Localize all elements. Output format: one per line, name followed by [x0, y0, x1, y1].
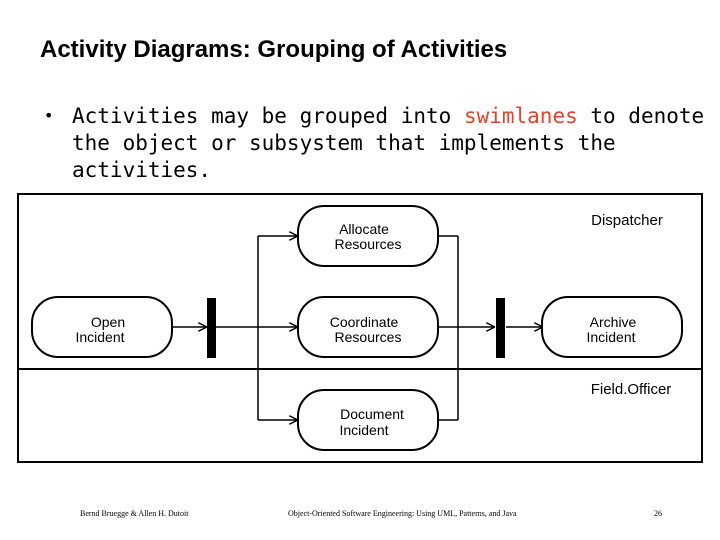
allocate-resources-label-2: Resources	[334, 236, 402, 252]
footer-authors: Bernd Bruegge & Allen H. Dutoit	[80, 509, 189, 518]
document-incident-label-1: Document	[340, 406, 404, 422]
open-incident-label-2: Incident	[75, 329, 125, 345]
bullet-text-start: Activities may be grouped into	[72, 104, 464, 128]
allocate-resources-label-1: Allocate	[339, 221, 389, 237]
footer-book: Object-Oriented Software Engineering: Using UML, Patterns, and Java	[288, 509, 517, 518]
document-incident-label-2: Incident	[339, 422, 389, 438]
bullet-marker: •	[44, 106, 54, 125]
lane-label-dispatcher: Dispatcher	[591, 212, 663, 229]
archive-incident-label-1: Archive	[589, 314, 637, 330]
footer-page-number: 26	[654, 509, 662, 518]
open-incident-label-1: Open	[90, 314, 126, 330]
lane-label-field-officer: Field.Officer	[590, 381, 672, 398]
coordinate-resources-label-2: Resources	[334, 329, 402, 345]
fork-bar	[207, 298, 216, 358]
slide-title: Activity Diagrams: Grouping of Activities	[40, 36, 508, 63]
bullet-text-end: to denote the object or subsystem that implements the activities.	[72, 104, 705, 182]
coordinate-resources-label-1: Coordinate	[329, 314, 399, 330]
highlight-word: swimlanes	[463, 104, 578, 128]
archive-incident-label-2: Incident	[586, 329, 636, 345]
join-bar	[496, 298, 505, 358]
